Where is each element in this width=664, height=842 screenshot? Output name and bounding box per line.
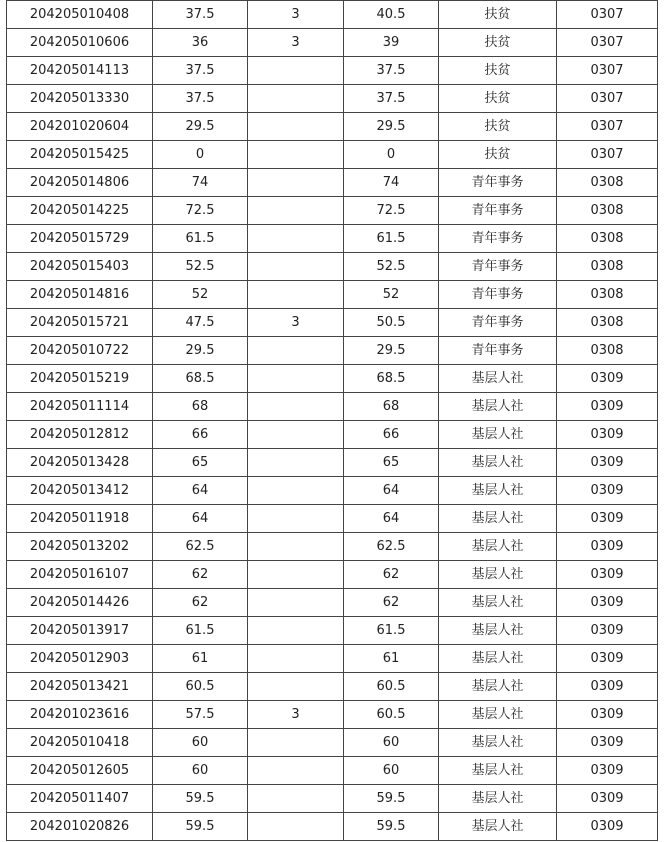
total-score-cell: 65: [344, 449, 439, 477]
written-score-cell: 47.5: [153, 309, 248, 337]
written-score-cell: 36: [153, 29, 248, 57]
position-name-cell: 基层人社: [439, 757, 557, 785]
position-code-cell: 0308: [557, 225, 658, 253]
position-code-cell: 0309: [557, 617, 658, 645]
total-score-cell: 59.5: [344, 785, 439, 813]
total-score-cell: 61.5: [344, 617, 439, 645]
position-name-cell: 扶贫: [439, 113, 557, 141]
table-row: [7, 533, 658, 561]
written-score-cell: 37.5: [153, 85, 248, 113]
position-code-cell: 0308: [557, 253, 658, 281]
position-name-cell: 扶贫: [439, 29, 557, 57]
position-name-cell: 青年事务: [439, 281, 557, 309]
candidate-id-cell: 204205015729: [7, 225, 153, 253]
written-score-cell: 62.5: [153, 533, 248, 561]
written-score-cell: 68.5: [153, 365, 248, 393]
bonus-points-cell: [248, 561, 344, 589]
candidate-id-cell: 204201020604: [7, 113, 153, 141]
table-row: [7, 393, 658, 421]
total-score-cell: 68.5: [344, 365, 439, 393]
bonus-points-cell: [248, 225, 344, 253]
position-name-cell: 基层人社: [439, 617, 557, 645]
total-score-cell: 60: [344, 729, 439, 757]
position-code-cell: 0308: [557, 169, 658, 197]
candidate-id-cell: 204205011407: [7, 785, 153, 813]
candidate-id-cell: 204205014816: [7, 281, 153, 309]
bonus-points-cell: [248, 197, 344, 225]
position-name-cell: 基层人社: [439, 393, 557, 421]
position-name-cell: 基层人社: [439, 561, 557, 589]
total-score-cell: 50.5: [344, 309, 439, 337]
table-row: [7, 141, 658, 169]
position-name-cell: 基层人社: [439, 785, 557, 813]
table-row: [7, 561, 658, 589]
candidate-id-cell: 204205010722: [7, 337, 153, 365]
candidate-id-cell: 204205015425: [7, 141, 153, 169]
bonus-points-cell: [248, 57, 344, 85]
position-code-cell: 0309: [557, 701, 658, 729]
table-row: [7, 253, 658, 281]
position-name-cell: 青年事务: [439, 337, 557, 365]
written-score-cell: 59.5: [153, 785, 248, 813]
bonus-points-cell: [248, 281, 344, 309]
bonus-points-cell: [248, 589, 344, 617]
written-score-cell: 29.5: [153, 113, 248, 141]
position-code-cell: 0309: [557, 785, 658, 813]
bonus-points-cell: [248, 785, 344, 813]
position-name-cell: 青年事务: [439, 169, 557, 197]
bonus-points-cell: [248, 813, 344, 841]
table-row: [7, 29, 658, 57]
candidate-id-cell: 204201023616: [7, 701, 153, 729]
position-name-cell: 青年事务: [439, 253, 557, 281]
total-score-cell: 59.5: [344, 813, 439, 841]
position-code-cell: 0309: [557, 757, 658, 785]
written-score-cell: 52: [153, 281, 248, 309]
position-code-cell: 0308: [557, 281, 658, 309]
position-code-cell: 0307: [557, 113, 658, 141]
candidate-id-cell: 204205013412: [7, 477, 153, 505]
written-score-cell: 74: [153, 169, 248, 197]
table-row: [7, 645, 658, 673]
table-row: [7, 813, 658, 841]
total-score-cell: 61: [344, 645, 439, 673]
position-name-cell: 青年事务: [439, 225, 557, 253]
candidate-id-cell: 204205014426: [7, 589, 153, 617]
table-row: [7, 169, 658, 197]
score-table-body: [7, 1, 658, 841]
total-score-cell: 61.5: [344, 225, 439, 253]
bonus-points-cell: [248, 617, 344, 645]
candidate-id-cell: 204205011918: [7, 505, 153, 533]
position-name-cell: 基层人社: [439, 365, 557, 393]
candidate-id-cell: 204205010418: [7, 729, 153, 757]
written-score-cell: 68: [153, 393, 248, 421]
total-score-cell: 40.5: [344, 1, 439, 29]
candidate-id-cell: 204205013428: [7, 449, 153, 477]
table-row: [7, 337, 658, 365]
written-score-cell: 29.5: [153, 337, 248, 365]
position-code-cell: 0309: [557, 813, 658, 841]
position-code-cell: 0307: [557, 57, 658, 85]
bonus-points-cell: [248, 393, 344, 421]
table-row: [7, 589, 658, 617]
bonus-points-cell: [248, 337, 344, 365]
position-code-cell: 0307: [557, 141, 658, 169]
total-score-cell: 62: [344, 589, 439, 617]
position-name-cell: 扶贫: [439, 85, 557, 113]
candidate-id-cell: 204201020826: [7, 813, 153, 841]
total-score-cell: 29.5: [344, 113, 439, 141]
total-score-cell: 64: [344, 477, 439, 505]
table-row: [7, 449, 658, 477]
candidate-id-cell: 204205010408: [7, 1, 153, 29]
written-score-cell: 59.5: [153, 813, 248, 841]
written-score-cell: 61.5: [153, 617, 248, 645]
total-score-cell: 52.5: [344, 253, 439, 281]
written-score-cell: 37.5: [153, 1, 248, 29]
candidate-id-cell: 204205010606: [7, 29, 153, 57]
total-score-cell: 68: [344, 393, 439, 421]
candidate-id-cell: 204205013421: [7, 673, 153, 701]
total-score-cell: 39: [344, 29, 439, 57]
total-score-cell: 37.5: [344, 57, 439, 85]
position-name-cell: 基层人社: [439, 449, 557, 477]
written-score-cell: 61.5: [153, 225, 248, 253]
position-code-cell: 0309: [557, 421, 658, 449]
position-name-cell: 基层人社: [439, 589, 557, 617]
table-row: [7, 85, 658, 113]
candidate-id-cell: 204205013917: [7, 617, 153, 645]
written-score-cell: 62: [153, 589, 248, 617]
bonus-points-cell: [248, 421, 344, 449]
table-row: [7, 673, 658, 701]
table-row: [7, 365, 658, 393]
bonus-points-cell: [248, 365, 344, 393]
table-row: [7, 617, 658, 645]
position-code-cell: 0309: [557, 645, 658, 673]
position-name-cell: 基层人社: [439, 477, 557, 505]
position-name-cell: 扶贫: [439, 57, 557, 85]
position-code-cell: 0307: [557, 29, 658, 57]
written-score-cell: 62: [153, 561, 248, 589]
table-row: [7, 729, 658, 757]
bonus-points-cell: [248, 533, 344, 561]
table-row: [7, 113, 658, 141]
position-code-cell: 0307: [557, 85, 658, 113]
total-score-cell: 72.5: [344, 197, 439, 225]
position-name-cell: 青年事务: [439, 309, 557, 337]
table-row: [7, 281, 658, 309]
written-score-cell: 0: [153, 141, 248, 169]
candidate-id-cell: 204205013202: [7, 533, 153, 561]
table-row: [7, 197, 658, 225]
bonus-points-cell: [248, 449, 344, 477]
written-score-cell: 64: [153, 505, 248, 533]
candidate-id-cell: 204205012812: [7, 421, 153, 449]
bonus-points-cell: 3: [248, 309, 344, 337]
table-row: [7, 785, 658, 813]
position-name-cell: 基层人社: [439, 729, 557, 757]
written-score-cell: 61: [153, 645, 248, 673]
bonus-points-cell: [248, 141, 344, 169]
table-row: [7, 421, 658, 449]
written-score-cell: 64: [153, 477, 248, 505]
table-row: [7, 757, 658, 785]
candidate-id-cell: 204205015219: [7, 365, 153, 393]
bonus-points-cell: [248, 729, 344, 757]
position-name-cell: 基层人社: [439, 505, 557, 533]
bonus-points-cell: [248, 673, 344, 701]
total-score-cell: 60.5: [344, 673, 439, 701]
position-code-cell: 0309: [557, 477, 658, 505]
position-code-cell: 0309: [557, 589, 658, 617]
bonus-points-cell: [248, 253, 344, 281]
bonus-points-cell: 3: [248, 701, 344, 729]
position-name-cell: 基层人社: [439, 673, 557, 701]
table-row: [7, 225, 658, 253]
candidate-id-cell: 204205014113: [7, 57, 153, 85]
table-row: [7, 477, 658, 505]
written-score-cell: 60: [153, 729, 248, 757]
bonus-points-cell: [248, 477, 344, 505]
position-code-cell: 0309: [557, 673, 658, 701]
candidate-id-cell: 204205016107: [7, 561, 153, 589]
total-score-cell: 52: [344, 281, 439, 309]
position-name-cell: 扶贫: [439, 1, 557, 29]
bonus-points-cell: [248, 645, 344, 673]
total-score-cell: 62.5: [344, 533, 439, 561]
position-name-cell: 扶贫: [439, 141, 557, 169]
position-name-cell: 基层人社: [439, 421, 557, 449]
position-name-cell: 青年事务: [439, 197, 557, 225]
candidate-id-cell: 204205015403: [7, 253, 153, 281]
written-score-cell: 60.5: [153, 673, 248, 701]
table-row: [7, 505, 658, 533]
position-name-cell: 基层人社: [439, 701, 557, 729]
total-score-cell: 64: [344, 505, 439, 533]
position-code-cell: 0309: [557, 449, 658, 477]
bonus-points-cell: 3: [248, 29, 344, 57]
bonus-points-cell: [248, 85, 344, 113]
written-score-cell: 72.5: [153, 197, 248, 225]
position-code-cell: 0307: [557, 1, 658, 29]
position-code-cell: 0309: [557, 365, 658, 393]
candidate-id-cell: 204205012903: [7, 645, 153, 673]
position-name-cell: 基层人社: [439, 533, 557, 561]
candidate-id-cell: 204205014806: [7, 169, 153, 197]
position-name-cell: 基层人社: [439, 645, 557, 673]
total-score-cell: 37.5: [344, 85, 439, 113]
total-score-cell: 74: [344, 169, 439, 197]
position-code-cell: 0308: [557, 337, 658, 365]
position-code-cell: 0309: [557, 393, 658, 421]
position-code-cell: 0309: [557, 561, 658, 589]
total-score-cell: 29.5: [344, 337, 439, 365]
position-code-cell: 0309: [557, 533, 658, 561]
candidate-id-cell: 204205015721: [7, 309, 153, 337]
table-row: [7, 701, 658, 729]
written-score-cell: 52.5: [153, 253, 248, 281]
position-code-cell: 0309: [557, 729, 658, 757]
bonus-points-cell: [248, 169, 344, 197]
total-score-cell: 66: [344, 421, 439, 449]
table-row: [7, 1, 658, 29]
table-row: [7, 57, 658, 85]
table-row: [7, 309, 658, 337]
candidate-id-cell: 204205012605: [7, 757, 153, 785]
written-score-cell: 60: [153, 757, 248, 785]
position-code-cell: 0309: [557, 505, 658, 533]
written-score-cell: 37.5: [153, 57, 248, 85]
written-score-cell: 66: [153, 421, 248, 449]
total-score-cell: 62: [344, 561, 439, 589]
position-name-cell: 基层人社: [439, 813, 557, 841]
score-table: [6, 0, 658, 841]
written-score-cell: 65: [153, 449, 248, 477]
total-score-cell: 0: [344, 141, 439, 169]
candidate-id-cell: 204205011114: [7, 393, 153, 421]
total-score-cell: 60: [344, 757, 439, 785]
bonus-points-cell: [248, 757, 344, 785]
written-score-cell: 57.5: [153, 701, 248, 729]
total-score-cell: 60.5: [344, 701, 439, 729]
position-code-cell: 0308: [557, 309, 658, 337]
bonus-points-cell: [248, 113, 344, 141]
bonus-points-cell: 3: [248, 1, 344, 29]
position-code-cell: 0308: [557, 197, 658, 225]
bonus-points-cell: [248, 505, 344, 533]
candidate-id-cell: 204205013330: [7, 85, 153, 113]
candidate-id-cell: 204205014225: [7, 197, 153, 225]
